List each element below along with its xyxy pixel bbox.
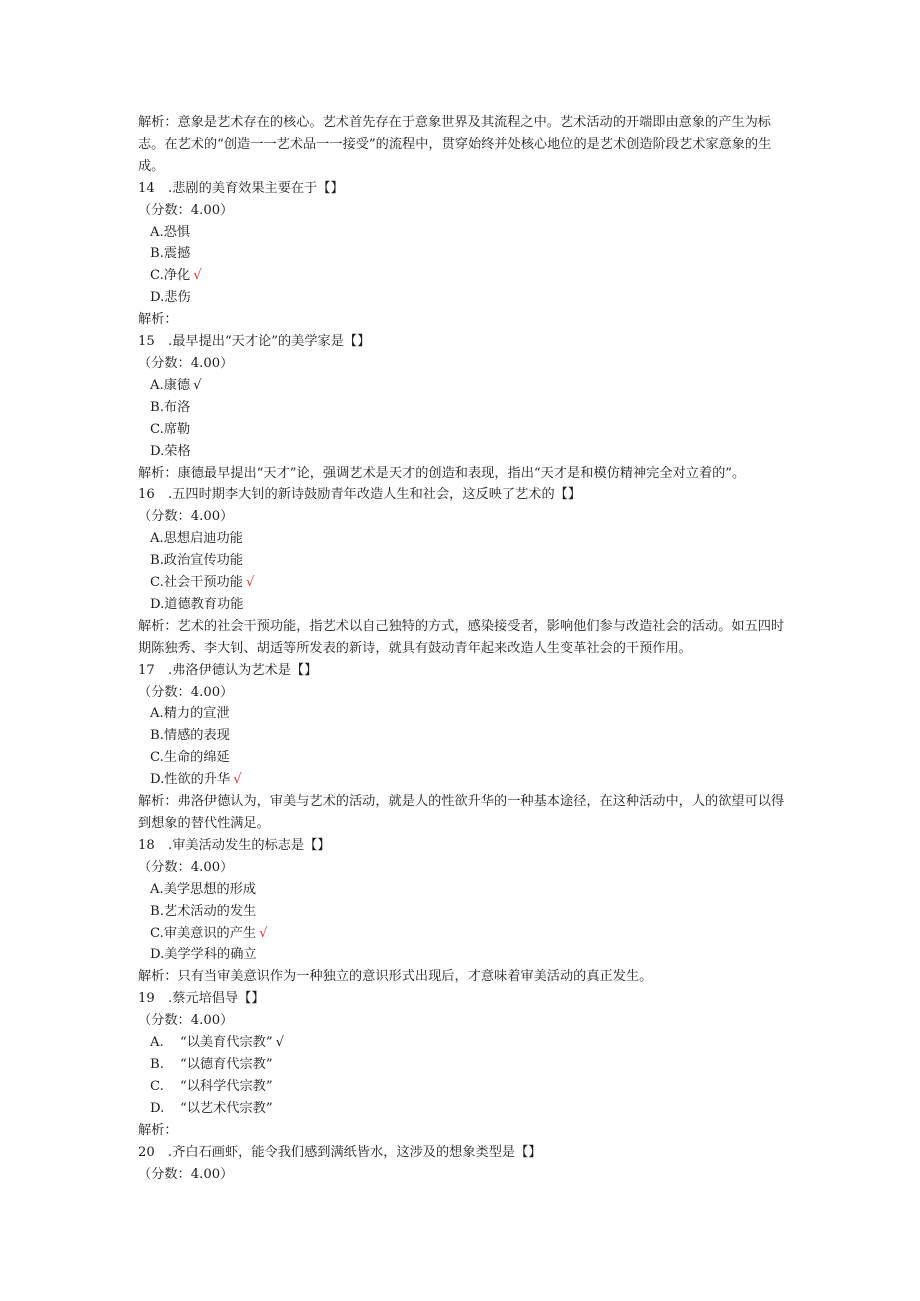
question-number: 17	[138, 662, 155, 678]
question-score: （分数：4.00）	[138, 1013, 234, 1029]
question-17	[138, 660, 788, 835]
option-c[interactable]: C.社会干预功能 √	[150, 575, 255, 591]
question-text: .悲剧的美育效果主要在于【】	[168, 180, 344, 196]
question-text: .最早提出“天才论”的美学家是【】	[168, 334, 371, 350]
question-16	[138, 484, 788, 659]
question-text: .弗洛伊德认为艺术是【】	[168, 662, 318, 678]
question-stem	[138, 484, 788, 506]
option-d[interactable]: D.道德教育功能	[150, 596, 244, 612]
question-number: 16	[138, 487, 155, 503]
question-text: .审美活动发生的标志是【】	[168, 837, 331, 853]
option-d[interactable]: D.美学学科的确立	[150, 947, 257, 963]
correct-check-icon: √	[275, 1035, 285, 1051]
question-analysis: 解析：只有当审美意识作为一种独立的意识形式出现后，才意味着审美活动的真正发生。	[138, 969, 653, 985]
option-c[interactable]: C.净化 √	[150, 268, 202, 284]
question-number: 20	[138, 1144, 155, 1160]
correct-check-icon: √	[193, 377, 202, 393]
option-c[interactable]: C. “以科学代宗教”	[150, 1078, 273, 1094]
question-list	[138, 112, 788, 1185]
question-analysis: 解析：康德最早提出“天才”论，强调艺术是天才的创造和表现，指出“天才是和模仿精神完全对立着的”。	[138, 465, 746, 481]
question-14	[138, 178, 788, 331]
question-number: 18	[138, 837, 155, 853]
correct-check-icon: √	[245, 575, 255, 591]
question-analysis: 解析：艺术的社会干预功能，指艺术以自己独特的方式，感染接受者，影响他们参与改造社会的活动。如五四时期陈独秀、李大钊、胡适等所发表的新诗，就具有鼓动青年起来改造人生变革社会的干预作用。	[138, 618, 785, 656]
question-score: （分数：4.00）	[138, 1166, 234, 1182]
question-stem	[138, 988, 788, 1010]
question-stem	[138, 178, 788, 200]
question-analysis: 解析：弗洛伊德认为，审美与艺术的活动，就是人的性欲升华的一种基本途径，在这种活动中，人的欲望可以得到想象的替代性满足。	[138, 794, 785, 831]
question-score: （分数：4.00）	[138, 202, 234, 218]
option-a[interactable]: A.思想启迪功能	[150, 531, 243, 547]
option-d[interactable]: D.性欲的升华 √	[150, 772, 242, 788]
question-18	[138, 835, 788, 988]
question-number: 14	[138, 180, 155, 196]
question-15	[138, 331, 788, 484]
option-d[interactable]: D. “以艺术代宗教”	[150, 1100, 273, 1116]
option-c[interactable]: C.席勒	[150, 421, 191, 437]
option-c[interactable]: C.审美意识的产生 √	[150, 925, 268, 941]
option-b[interactable]: B.情感的表现	[150, 728, 230, 744]
question-number: 19	[138, 991, 155, 1007]
option-b[interactable]: B.艺术活动的发生	[150, 903, 257, 919]
question-19	[138, 988, 788, 1141]
question-stem	[138, 835, 788, 857]
question-stem	[138, 1142, 788, 1164]
question-20	[138, 1142, 788, 1186]
option-b[interactable]: B.震撼	[150, 246, 191, 262]
option-a[interactable]: A.恐惧	[150, 224, 191, 240]
option-d[interactable]: D.荣格	[150, 443, 191, 459]
option-d[interactable]: D.悲伤	[150, 290, 191, 306]
option-b[interactable]: B.政治宣传功能	[150, 553, 244, 569]
option-b[interactable]: B.布洛	[150, 399, 191, 415]
correct-check-icon: √	[259, 925, 268, 941]
question-analysis: 解析：	[138, 312, 178, 328]
option-a[interactable]: A. “以美育代宗教” √	[150, 1035, 285, 1051]
option-a[interactable]: A.美学思想的形成	[150, 881, 257, 897]
question-stem	[138, 331, 788, 353]
option-c[interactable]: C.生命的绵延	[150, 750, 230, 766]
question-text: .蔡元培倡导【】	[168, 991, 265, 1007]
intro-analysis: 解析：意象是艺术存在的核心。艺术首先存在于意象世界及其流程之中。艺术活动的开端即由意象的产生为标志。在艺术的“创造一一艺术品一一接受”的流程中，贯穿始终并处核心地位的是艺术创造阶段艺术家意象的生成。	[138, 115, 772, 174]
question-score: （分数：4.00）	[138, 355, 234, 371]
question-score: （分数：4.00）	[138, 509, 234, 525]
question-number: 15	[138, 334, 155, 350]
question-stem	[138, 660, 788, 682]
option-a[interactable]: A.精力的宣泄	[150, 706, 230, 722]
question-text: .五四时期李大钊的新诗鼓励青年改造人生和社会，这反映了艺术的【】	[168, 487, 582, 503]
question-analysis: 解析：	[138, 1122, 178, 1138]
option-a[interactable]: A.康德 √	[150, 377, 202, 393]
correct-check-icon: √	[233, 772, 242, 788]
question-text: .齐白石画虾，能令我们感到满纸皆水，这涉及的想象类型是【】	[168, 1144, 542, 1160]
option-b[interactable]: B. “以德育代宗教”	[150, 1056, 273, 1072]
question-score: （分数：4.00）	[138, 684, 234, 700]
correct-check-icon: √	[193, 268, 202, 284]
question-score: （分数：4.00）	[138, 859, 234, 875]
